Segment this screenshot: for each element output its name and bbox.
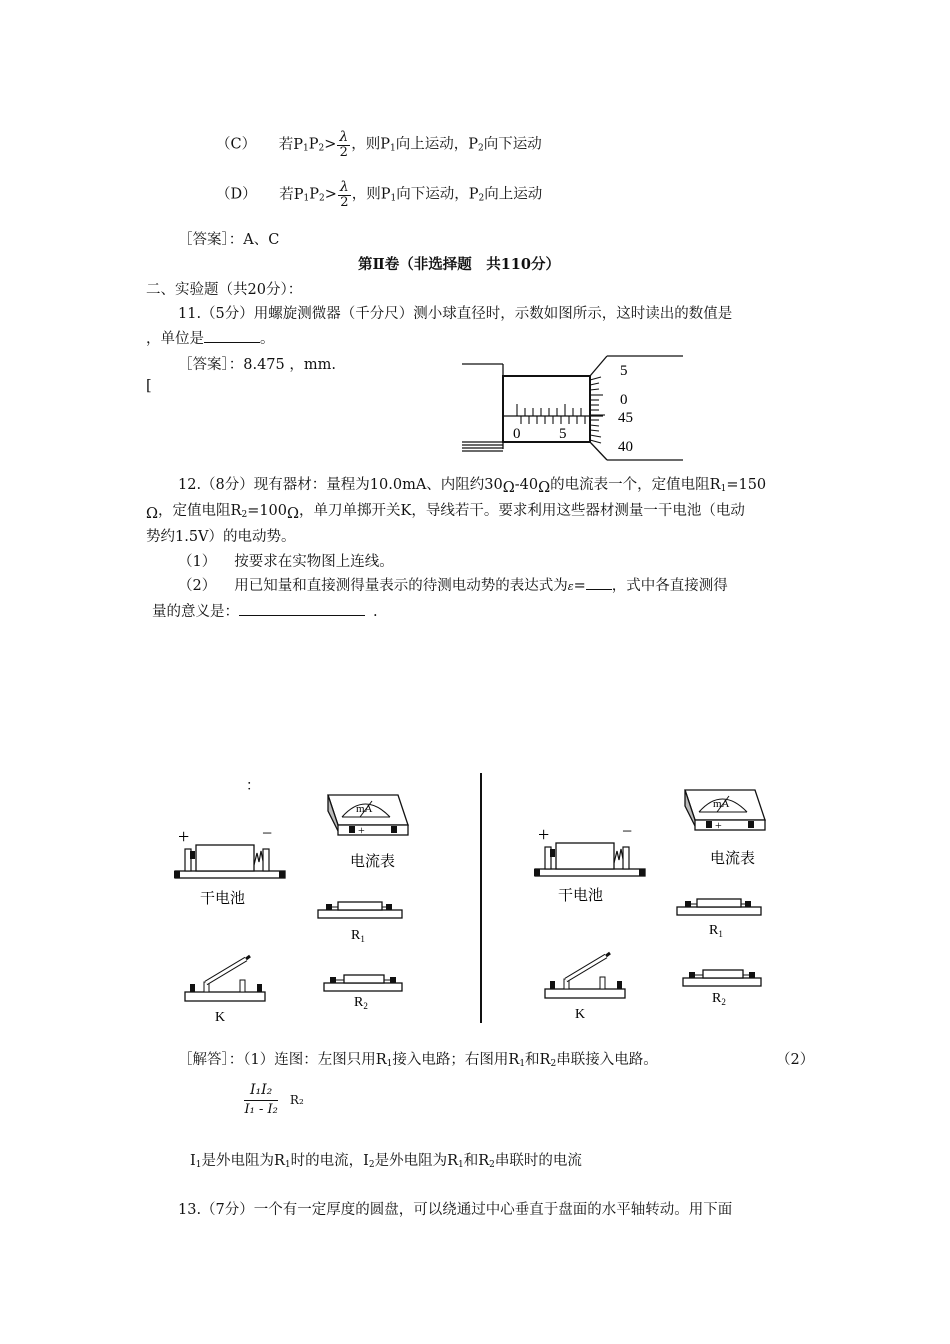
svg-text:−: −	[262, 823, 273, 843]
answer-blank	[586, 575, 612, 590]
resistor-r1-left	[318, 902, 402, 944]
thimble-label: 5	[620, 363, 628, 379]
resistor-r2-left	[324, 975, 402, 1011]
main-scale-0: 0	[513, 426, 521, 442]
svg-text:+: +	[358, 823, 365, 837]
micrometer-figure	[455, 350, 695, 465]
ohm-symbol: Ω	[538, 480, 551, 496]
experiment-heading: 二、实验题（共20分）：	[146, 282, 303, 298]
emf-fraction: $\frac{\text{I₁I₂}}{\text{I₁ - I₂}}$	[244, 1082, 278, 1117]
svg-text:R2: $R_2$	[354, 995, 368, 1011]
svg-text:K: K	[215, 1010, 226, 1025]
solution-formula: $\frac{\text{I₁I₂}}{\text{I₁ - I₂}}$ R₂	[244, 1082, 304, 1117]
section-title: 第Ⅱ卷（非选择题 共110分）	[358, 256, 560, 273]
thimble-label: 40	[618, 439, 633, 455]
answer-blank	[239, 601, 365, 616]
resistor-r1-right	[677, 899, 761, 939]
option-d: （D） 若$P_1P_2>$ $\frac{\lambda}{2}$ ，则$P_1$向下运动，$P_2$向上运动	[216, 179, 543, 210]
svg-text:R1: $R_1$	[351, 928, 365, 944]
svg-text:−: −	[622, 821, 633, 841]
q12-step1: （1） 按要求在实物图上连线。	[178, 554, 394, 570]
solution-line3: $I_1$是外电阻为$R_1$时的电流，$I_2$是外电阻为$R_1$和$R_2$串联时的电流	[190, 1153, 582, 1170]
q12-line6: 量的意义是： .	[152, 600, 378, 621]
main-scale-5: 5	[559, 426, 567, 442]
svg-text:电流表: 电流表	[350, 854, 396, 870]
stray-colon: ：	[246, 779, 260, 794]
battery-left	[174, 823, 285, 907]
thimble-label: 0	[620, 392, 628, 408]
battery-right	[534, 821, 645, 904]
ohm-symbol: Ω	[502, 480, 515, 496]
svg-text:干电池: 干电池	[558, 888, 604, 904]
ohm-symbol: Ω	[146, 506, 159, 522]
svg-text:+: +	[538, 824, 550, 846]
thimble-label: 45	[618, 410, 633, 426]
q11-answer: ［答案］：8.475 ，mm.	[178, 357, 336, 373]
answer-10: ［答案］：A、C	[178, 232, 280, 248]
q11-line2: ，单位是 。	[146, 327, 275, 348]
svg-text:干电池: 干电池	[200, 891, 246, 907]
solution-line1: ［解答］：（1）连图：左图只用$R_1$接入电路；右图用$R_1$和$R_2$串联接入电路。	[178, 1052, 658, 1069]
svg-text:mA: mA	[356, 803, 373, 815]
svg-text:电流表: 电流表	[710, 851, 756, 867]
svg-text:+: +	[715, 818, 722, 832]
svg-text:R1: $R_1$	[709, 923, 723, 939]
svg-text:mA: mA	[713, 798, 730, 810]
answer-blank	[204, 328, 260, 343]
q12-line3: 势约1.5V）的电动势。	[146, 529, 296, 545]
stray-bracket: [	[146, 378, 152, 394]
lambda-over-2: $\frac{\lambda}{2}$	[339, 129, 349, 160]
switch-k-left	[185, 956, 265, 1025]
switch-k-right	[545, 953, 625, 1022]
q12-line2: Ω，定值电阻$R_2=100\Omega$，单刀单掷开关K，导线若干。要求利用这些器材测量一干电池（电动	[146, 503, 745, 522]
solution-part2-label: （2）	[776, 1052, 815, 1068]
svg-text:R2: $R_2$	[712, 991, 726, 1007]
svg-text:+: +	[178, 826, 190, 848]
circuit-figure	[160, 765, 800, 1030]
ammeter-left	[328, 795, 408, 870]
svg-text:K: K	[575, 1007, 586, 1022]
resistor-r2-right	[683, 970, 761, 1007]
q12-step2: （2） 用已知量和直接测得量表示的待测电动势的表达式为ε= ，式中各直接测得	[178, 574, 728, 595]
ohm-symbol: Ω	[287, 506, 300, 522]
q11-line1: 11.（5分）用螺旋测微器（千分尺）测小球直径时，示数如图所示，这时读出的数值是	[178, 306, 733, 322]
option-c: （C） 若$P_1P_2>$ $\frac{\lambda}{2}$ ，则$P_1$向上运动，$P_2$向下运动	[216, 129, 542, 160]
lambda-over-2: $\frac{\lambda}{2}$	[339, 179, 349, 210]
q13-line1: 13.（7分）一个有一定厚度的圆盘，可以绕通过中心垂直于盘面的水平轴转动。用下面	[178, 1202, 733, 1218]
ammeter-right	[685, 790, 765, 867]
q12-line1: 12.（8分）现有器材：量程为10.0mA、内阻约30Ω-40Ω的电流表一个，定值电阻$R_1=150$	[178, 477, 767, 496]
